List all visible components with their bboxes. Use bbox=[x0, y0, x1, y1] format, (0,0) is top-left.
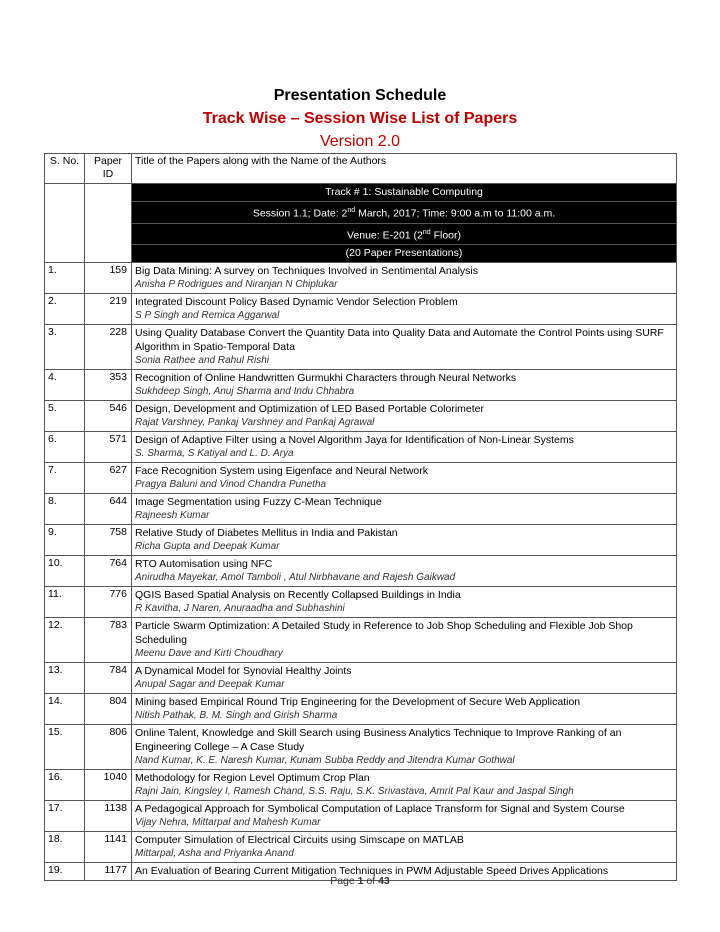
paper-row bbox=[45, 463, 677, 494]
paper-row bbox=[45, 294, 677, 325]
paper-cell bbox=[132, 325, 677, 370]
serial-number: 7. bbox=[45, 463, 85, 494]
paper-authors: S. Sharma, S Katiyal and L. D. Arya bbox=[135, 448, 294, 459]
paper-id: 644 bbox=[85, 494, 132, 525]
paper-row bbox=[45, 401, 677, 432]
venue-info: Venue: E-201 (2nd Floor) bbox=[132, 224, 676, 246]
paper-row bbox=[45, 494, 677, 525]
paper-authors: Vijay Nehra, Mittarpal and Mahesh Kumar bbox=[135, 817, 321, 828]
paper-authors: Richa Gupta and Deepak Kumar bbox=[135, 541, 280, 552]
paper-cell bbox=[132, 801, 677, 832]
paper-row bbox=[45, 587, 677, 618]
serial-number: 17. bbox=[45, 801, 85, 832]
paper-title: RTO Automisation using NFC bbox=[135, 558, 273, 570]
paper-id: 1138 bbox=[85, 801, 132, 832]
paper-cell bbox=[132, 725, 677, 770]
paper-row bbox=[45, 432, 677, 463]
session-info: Session 1.1; Date: 2nd March, 2017; Time: 9:00 a.m to 11:00 a.m. bbox=[132, 202, 676, 224]
serial-number: 4. bbox=[45, 370, 85, 401]
paper-row bbox=[45, 663, 677, 694]
serial-number: 16. bbox=[45, 770, 85, 801]
paper-title: Online Talent, Knowledge and Skill Search using Business Analytics Technique to Improve Ranking of an Engineering College – A Case Study bbox=[135, 727, 622, 753]
paper-title: Using Quality Database Convert the Quantity Data into Quality Data and Automate the Control Points using SURF Algorithm in Spatio-Temporal Data bbox=[135, 327, 664, 353]
col-header-paper-id: Paper ID bbox=[85, 154, 132, 184]
paper-id: 159 bbox=[85, 263, 132, 294]
paper-cell bbox=[132, 832, 677, 863]
paper-row bbox=[45, 694, 677, 725]
page-footer: Page 1 of 43 bbox=[330, 875, 390, 887]
paper-cell bbox=[132, 663, 677, 694]
serial-number: 18. bbox=[45, 832, 85, 863]
paper-row bbox=[45, 525, 677, 556]
header-row bbox=[45, 154, 677, 184]
paper-row bbox=[45, 325, 677, 370]
paper-cell bbox=[132, 432, 677, 463]
paper-authors: S P Singh and Remica Aggarwal bbox=[135, 310, 280, 321]
serial-number: 11. bbox=[45, 587, 85, 618]
paper-cell bbox=[132, 618, 677, 663]
paper-authors: Sukhdeep Singh, Anuj Sharma and Indu Chhabra bbox=[135, 386, 355, 397]
paper-title: Integrated Discount Policy Based Dynamic Vendor Selection Problem bbox=[135, 296, 458, 308]
paper-cell bbox=[132, 494, 677, 525]
paper-authors: Anisha P Rodrigues and Niranjan N Chiplukar bbox=[135, 279, 338, 290]
page-total: 43 bbox=[378, 875, 390, 887]
paper-cell bbox=[132, 294, 677, 325]
paper-row bbox=[45, 618, 677, 663]
paper-title: A Dynamical Model for Synovial Healthy Joints bbox=[135, 665, 352, 677]
paper-title: An Evaluation of Bearing Current Mitigation Techniques in PWM Adjustable Speed Drives Applications bbox=[135, 865, 609, 877]
paper-title: Relative Study of Diabetes Mellitus in India and Pakistan bbox=[135, 527, 398, 539]
paper-id: 1040 bbox=[85, 770, 132, 801]
track-empty-cell bbox=[45, 184, 85, 263]
paper-title: Recognition of Online Handwritten Gurmukhi Characters through Neural Networks bbox=[135, 372, 517, 384]
paper-authors: Nitish Pathak, B. M. Singh and Girish Sharma bbox=[135, 710, 338, 721]
paper-id: 776 bbox=[85, 587, 132, 618]
paper-cell bbox=[132, 401, 677, 432]
page-title: Presentation Schedule bbox=[273, 87, 447, 104]
paper-authors: Rajat Varshney, Pankaj Varshney and Pankaj Agrawal bbox=[135, 417, 375, 428]
track-empty-cell bbox=[85, 184, 132, 263]
paper-id: 627 bbox=[85, 463, 132, 494]
paper-cell bbox=[132, 694, 677, 725]
track-row bbox=[45, 184, 677, 263]
track-name: Track # 1: Sustainable Computing bbox=[132, 184, 676, 202]
paper-id: 783 bbox=[85, 618, 132, 663]
paper-id: 228 bbox=[85, 325, 132, 370]
paper-cell bbox=[132, 463, 677, 494]
paper-cell bbox=[132, 263, 677, 294]
serial-number: 2. bbox=[45, 294, 85, 325]
paper-id: 1141 bbox=[85, 832, 132, 863]
paper-title: Particle Swarm Optimization: A Detailed Study in Reference to Job Shop Scheduling and Flexible Job Shop Scheduling bbox=[135, 620, 633, 646]
serial-number: 8. bbox=[45, 494, 85, 525]
paper-cell bbox=[132, 556, 677, 587]
col-header-title: Title of the Papers along with the Name of the Authors bbox=[132, 154, 677, 184]
paper-row bbox=[45, 770, 677, 801]
serial-number: 9. bbox=[45, 525, 85, 556]
version-label: Version 2.0 bbox=[319, 133, 401, 150]
paper-authors: Meenu Dave and Kirti Choudhary bbox=[135, 648, 283, 659]
paper-id: 764 bbox=[85, 556, 132, 587]
paper-title: Face Recognition System using Eigenface and Neural Network bbox=[135, 465, 428, 477]
page-subtitle: Track Wise – Session Wise List of Papers bbox=[202, 110, 518, 127]
paper-authors: Nand Kumar, K. E. Naresh Kumar, Kunam Subba Reddy and Jitendra Kumar Gothwal bbox=[135, 755, 515, 766]
serial-number: 6. bbox=[45, 432, 85, 463]
paper-title: Image Segmentation using Fuzzy C-Mean Technique bbox=[135, 496, 382, 508]
page-number: 1 bbox=[357, 875, 364, 887]
col-header-sno: S. No. bbox=[45, 154, 85, 184]
paper-title: Design of Adaptive Filter using a Novel Algorithm Jaya for Identification of Non-Linear Systems bbox=[135, 434, 574, 446]
paper-cell bbox=[132, 587, 677, 618]
paper-id: 1177 bbox=[85, 863, 132, 881]
paper-title: A Pedagogical Approach for Symbolical Computation of Laplace Transform for Signal and System Course bbox=[135, 803, 625, 815]
paper-title: Design, Development and Optimization of LED Based Portable Colorimeter bbox=[135, 403, 485, 415]
track-info-cell bbox=[132, 184, 677, 263]
paper-row bbox=[45, 801, 677, 832]
paper-row bbox=[45, 725, 677, 770]
schedule-table bbox=[44, 153, 677, 881]
serial-number: 1. bbox=[45, 263, 85, 294]
serial-number: 13. bbox=[45, 663, 85, 694]
paper-authors: Rajni Jain, Kingsley I, Ramesh Chand, S.S. Raju, S.K. Srivastava, Amrit Pal Kaur and Jaspal Singh bbox=[135, 786, 574, 797]
paper-authors: Rajneesh Kumar bbox=[135, 510, 210, 521]
serial-number: 14. bbox=[45, 694, 85, 725]
paper-title: Mining based Empirical Round Trip Engineering for the Development of Secure Web Application bbox=[135, 696, 581, 708]
serial-number: 19. bbox=[45, 863, 85, 881]
serial-number: 15. bbox=[45, 725, 85, 770]
paper-title: Computer Simulation of Electrical Circuits using Simscape on MATLAB bbox=[135, 834, 464, 846]
paper-row bbox=[45, 370, 677, 401]
paper-authors: Anupal Sagar and Deepak Kumar bbox=[135, 679, 285, 690]
paper-id: 804 bbox=[85, 694, 132, 725]
paper-id: 758 bbox=[85, 525, 132, 556]
paper-id: 353 bbox=[85, 370, 132, 401]
paper-authors: R Kavitha, J Naren, Anuraadha and Subhashini bbox=[135, 603, 345, 614]
paper-id: 219 bbox=[85, 294, 132, 325]
paper-title: Big Data Mining: A survey on Techniques Involved in Sentimental Analysis bbox=[135, 265, 479, 277]
serial-number: 10. bbox=[45, 556, 85, 587]
paper-row bbox=[45, 263, 677, 294]
presentation-count: (20 Paper Presentations) bbox=[132, 245, 676, 262]
paper-title: Methodology for Region Level Optimum Crop Plan bbox=[135, 772, 370, 784]
paper-authors: Sonia Rathee and Rahul Rishi bbox=[135, 355, 269, 366]
serial-number: 5. bbox=[45, 401, 85, 432]
paper-authors: Mittarpal, Asha and Priyanka Anand bbox=[135, 848, 294, 859]
paper-id: 571 bbox=[85, 432, 132, 463]
paper-id: 806 bbox=[85, 725, 132, 770]
serial-number: 12. bbox=[45, 618, 85, 663]
paper-row bbox=[45, 832, 677, 863]
paper-title: QGIS Based Spatial Analysis on Recently Collapsed Buildings in India bbox=[135, 589, 461, 601]
paper-cell bbox=[132, 770, 677, 801]
paper-row bbox=[45, 556, 677, 587]
paper-cell bbox=[132, 370, 677, 401]
paper-id: 546 bbox=[85, 401, 132, 432]
paper-cell bbox=[132, 525, 677, 556]
paper-authors: Pragya Baluni and Vinod Chandra Punetha bbox=[135, 479, 327, 490]
serial-number: 3. bbox=[45, 325, 85, 370]
paper-authors: Anirudha Mayekar, Amol Tamboli , Atul Nirbhavane and Rajesh Gaikwad bbox=[135, 572, 456, 583]
paper-id: 784 bbox=[85, 663, 132, 694]
